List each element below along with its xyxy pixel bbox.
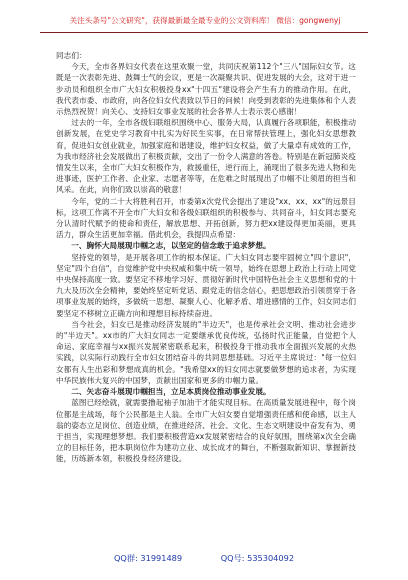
body-paragraph: 今年，党的二十大将胜利召开，市委第x次党代会提出了建设"xx、xx、xx"的远景目标，这项工作离不开全市广大妇女和各级妇联组织的积极参与、共同奋斗，妇女同志要充分认清时代赋予的使命和责任，解放思想、开拓创新，努力把xx建设得更加美丽，更具活力，群众生活更加幸福。借此机会，我提四点希望： [56, 196, 356, 240]
footer-qq-group: QQ群: 31991489 [113, 553, 183, 563]
footer [0, 553, 408, 567]
body-paragraph: 过去的一年，全市各级妇联组织围绕中心、服务大局，认真履行各项职能，积极推动创新发展，在党史学习教育中扎实为好民生实事，在日常帮扶管理上，强化妇女思想教育，促进妇女创业就业，加强家庭和谐建设，维护妇女权益，做了大量卓有成效的工作，为我市经济社会发展做出了积极贡献，交出了一份令人满意的答卷。特别是在新冠肺炎疫情发生以来，全市广大妇女积极作为，救援重任，逆行而上，涌现出了很多先进人物和先进事迹，医护工作者、企业家、志愿者等等，在危难之时展现出了巾帼不让须眉的担当和风采。在此，向你们致以崇高的敬意！ [56, 118, 356, 195]
body-paragraph: 当今社会，妇女已是推动经济发展的"半边天"，也是传承社会文明、推动社会进步的"半边天"。xx市的广大妇女同志一定要继承优良传统，弘扬时代正能量，自觉把个人命运、家庭幸福与xx振兴发展紧密联系起来，积极投身于推动我市全面振兴发展的火热实践，以实际行动践行全市妇女团结奋斗的共同思想基础。习近平主席说过："每一位妇女都有人生出彩和梦想成真的机会。"我希望xx的妇女同志就要做梦想的追求者，为实现中华民族伟大复兴的中国梦，贡献出国家和更多的巾帼力量。 [56, 319, 356, 385]
header-banner: 关注头条号"公文研究"，获得最新最全最专业的公文资料库！ 微信：gongwenyj [69, 16, 341, 25]
paragraph-list [56, 61, 356, 464]
footer-qq-number: QQ号: 535304092 [220, 553, 295, 563]
document-body [56, 50, 356, 545]
body-paragraph: 蓝图已经绘就，就需要撸起袖子加油干才能实现目标。在高质量发展进程中，每个岗位都是主战场，每个公民都是主人翁。全市广大妇女要自觉增强责任感和使命感，以主人翁的姿态立足岗位、创造业绩，在推进经济、社会、文化、生态文明建设中奋发有为、勇于担当，实现理想梦想。我们要积极营造xx发展紧密结合的良好氛围，围绕第x次全会确立的目标任务，把本职岗位作为建功立业、成长成才的舞台，不断强取新知识、掌握新技能，历练新本领，积极投身经济建设。 [56, 398, 356, 464]
body-paragraph: 坚持党的领导，是开展各项工作的根本保证。广大妇女同志要牢固树立"四个意识"，坚定"四个自信"，自觉维护党中央权威和集中统一领导，始终在思想上政治上行动上同党中央保持高度一致。要坚定不移地学习好、贯彻好新时代中国特色社会主义思想和党的十九大及历次全会精神，要始终坚定听党话、跟党走的信念信心，把思想政治引领贯穿于各项事业发展的始终，多做统一思想、凝聚人心、化解矛盾、增进感情的工作，妇女同志们要坚定不移树立正确方向和理想目标持续奋进。 [56, 252, 356, 318]
salutation: 同志们： [56, 51, 87, 60]
header-divider [40, 32, 368, 33]
section-heading: 一、胸怀大局展现巾帼之志，以坚定的信念敢于追求梦想。 [71, 241, 271, 251]
body-paragraph: 今天，全市各界妇女代表在这里欢聚一堂，共同庆祝第112个"三八"国际妇女节。这既是一次表彰先进、鼓舞士气的会议，更是一次凝聚共识、促进发展的大会，这对于进一步动员和组织全市广大妇女积极投身xx"十四五"建设将会产生有力的推动作用。在此，我代表市委、市政府，向各位妇女代表致以节日的问候！向受到表彰的先进集体和个人表示热烈祝贺！向关心、支持妇女事业发展的社会各界人士表示衷心感谢！ [56, 62, 356, 117]
section-heading: 二、矢志奋斗展现巾帼担当，立足本质岗位推动事业发展。 [71, 387, 271, 397]
